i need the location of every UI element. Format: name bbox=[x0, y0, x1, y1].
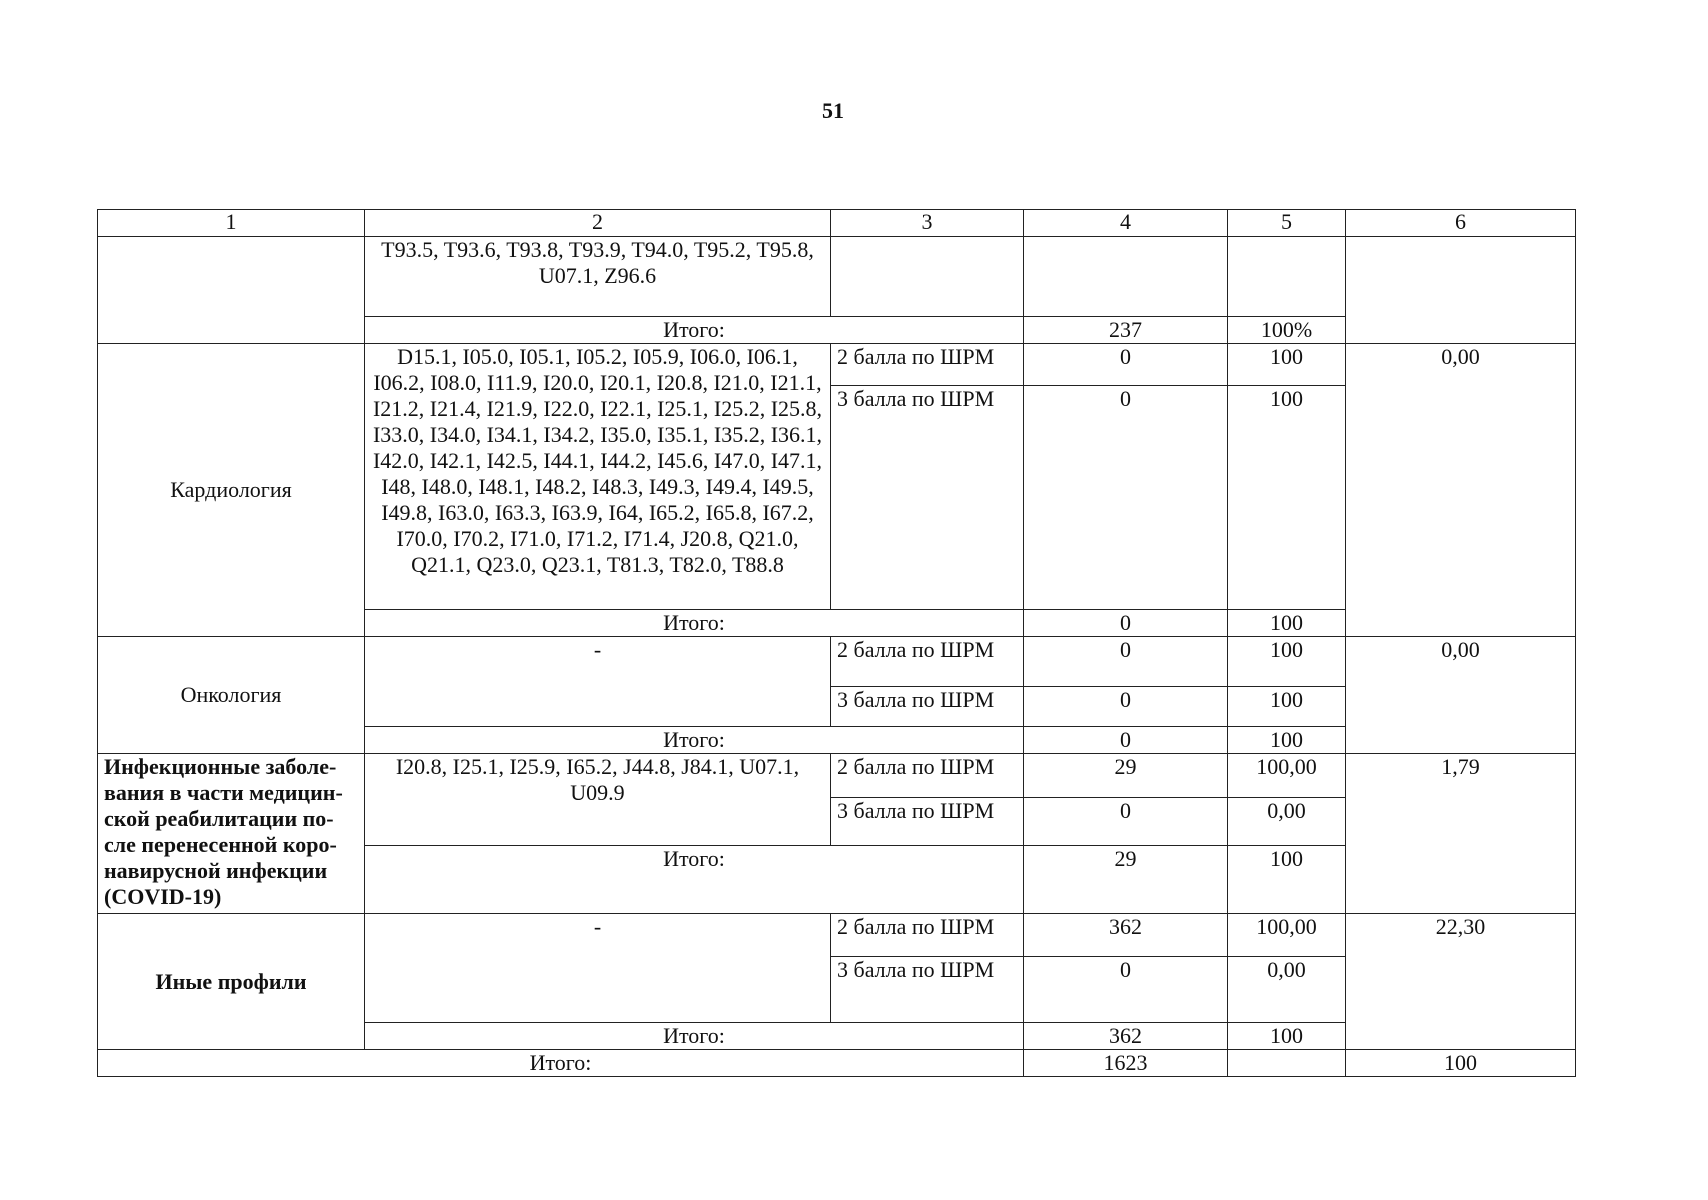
share-value: 22,30 bbox=[1346, 914, 1576, 1050]
count-value: 362 bbox=[1024, 914, 1228, 957]
column-number: 1 bbox=[98, 210, 365, 237]
total-label: Итого: bbox=[365, 727, 1024, 754]
diagnosis-codes: - bbox=[365, 637, 831, 727]
count-value: 0 bbox=[1024, 637, 1228, 687]
diagnosis-codes: T93.5, T93.6, T93.8, T93.9, T94.0, T95.2, T95.8, U07.1, Z96.6 bbox=[365, 237, 831, 317]
total-percent: 100 bbox=[1228, 727, 1346, 754]
count-value: 0 bbox=[1024, 386, 1228, 610]
column-number: 6 bbox=[1346, 210, 1576, 237]
other-row-1 bbox=[98, 914, 1576, 957]
score-label: 3 балла по ШРМ bbox=[831, 386, 1024, 610]
score-label: 3 балла по ШРМ bbox=[831, 957, 1024, 1023]
total-label: Итого: bbox=[365, 846, 1024, 914]
column-number-row bbox=[98, 210, 1576, 237]
total-count: 29 bbox=[1024, 846, 1228, 914]
count-value: 0 bbox=[1024, 957, 1228, 1023]
percent-value: 0,00 bbox=[1228, 798, 1346, 846]
column-number: 3 bbox=[831, 210, 1024, 237]
total-count: 237 bbox=[1024, 317, 1228, 344]
total-percent: 100% bbox=[1228, 317, 1346, 344]
profile-cell-empty bbox=[98, 237, 365, 344]
count-value: 0 bbox=[1024, 344, 1228, 386]
count-value: 0 bbox=[1024, 798, 1228, 846]
diagnosis-codes: D15.1, I05.0, I05.1, I05.2, I05.9, I06.0, I06.1, I06.2, I08.0, I11.9, I20.0, I20.1, I20.8, I21.0, I21.1, I21.2, I21.4, I21.9, I22.0, I22.1, I25.1, I25.2, I25.8, I33.0, I34.0, I34.1, I34.2, I35.0, I35.1, I35.2, I36.1, I42.0, I42.1, I42.5, I44.1, I44.2, I45.6, I47.0, I47.1, I48, I48.0, I48.1, I48.2, I48.3, I49.3, I49.4, I49.5, I49.8, I63.0, I63.3, I63.9, I64, I65.2, I65.8, I67.2, I70.0, I70.2, I71.0, I71.2, I71.4, J20.8, Q21.0, Q21.1, Q23.0, Q23.1, T81.3, T82.0, T88.8 bbox=[365, 344, 831, 610]
diagnosis-codes: I20.8, I25.1, I25.9, I65.2, J44.8, J84.1, U07.1, U09.9 bbox=[365, 754, 831, 846]
total-count: 362 bbox=[1024, 1023, 1228, 1050]
grand-total-label: Итого: bbox=[98, 1050, 1024, 1077]
share-value: 0,00 bbox=[1346, 637, 1576, 754]
profile-name: Онкология bbox=[98, 637, 365, 754]
continuation-codes-row bbox=[98, 237, 1576, 317]
total-label: Итого: bbox=[365, 610, 1024, 637]
percent-value: 100 bbox=[1228, 637, 1346, 687]
infectious-row-1 bbox=[98, 754, 1576, 798]
score-label: 2 балла по ШРМ bbox=[831, 914, 1024, 957]
percent-value: 100 bbox=[1228, 687, 1346, 727]
profile-name: Кардиология bbox=[98, 344, 365, 637]
grand-total-count: 1623 bbox=[1024, 1050, 1228, 1077]
score-label: 3 балла по ШРМ bbox=[831, 798, 1024, 846]
count-value: 29 bbox=[1024, 754, 1228, 798]
percent-value: 0,00 bbox=[1228, 957, 1346, 1023]
column-number: 2 bbox=[365, 210, 831, 237]
column-number: 5 bbox=[1228, 210, 1346, 237]
column-number: 4 bbox=[1024, 210, 1228, 237]
total-percent: 100 bbox=[1228, 846, 1346, 914]
statistics-table bbox=[97, 209, 1576, 1077]
share-value: 0,00 bbox=[1346, 344, 1576, 637]
total-percent: 100 bbox=[1228, 610, 1346, 637]
page-number: 51 bbox=[822, 98, 844, 123]
score-label: 2 балла по ШРМ bbox=[831, 637, 1024, 687]
grand-total-share: 100 bbox=[1346, 1050, 1576, 1077]
score-label: 2 балла по ШРМ bbox=[831, 754, 1024, 798]
grand-total-row bbox=[98, 1050, 1576, 1077]
total-count: 0 bbox=[1024, 727, 1228, 754]
count-cell-empty bbox=[1024, 237, 1228, 317]
total-label: Итого: bbox=[365, 1023, 1024, 1050]
profile-name: Инфекционные заболе-вания в части медицин-ской реабилитации по-сле перенесенной коро-навирусной инфекции (COVID-19) bbox=[98, 754, 365, 914]
oncology-row-1 bbox=[98, 637, 1576, 687]
percent-value: 100,00 bbox=[1228, 914, 1346, 957]
percent-value: 100 bbox=[1228, 344, 1346, 386]
total-percent: 100 bbox=[1228, 1023, 1346, 1050]
percent-value: 100 bbox=[1228, 386, 1346, 610]
share-cell-empty bbox=[1346, 237, 1576, 344]
grand-total-percent bbox=[1228, 1050, 1346, 1077]
count-value: 0 bbox=[1024, 687, 1228, 727]
score-label: 2 балла по ШРМ bbox=[831, 344, 1024, 386]
score-label: 3 балла по ШРМ bbox=[831, 687, 1024, 727]
total-count: 0 bbox=[1024, 610, 1228, 637]
diagnosis-codes: - bbox=[365, 914, 831, 1023]
score-cell-empty bbox=[831, 237, 1024, 317]
percent-cell-empty bbox=[1228, 237, 1346, 317]
share-value: 1,79 bbox=[1346, 754, 1576, 914]
total-label: Итого: bbox=[365, 317, 1024, 344]
cardiology-row-1 bbox=[98, 344, 1576, 386]
percent-value: 100,00 bbox=[1228, 754, 1346, 798]
profile-name: Иные профили bbox=[98, 914, 365, 1050]
